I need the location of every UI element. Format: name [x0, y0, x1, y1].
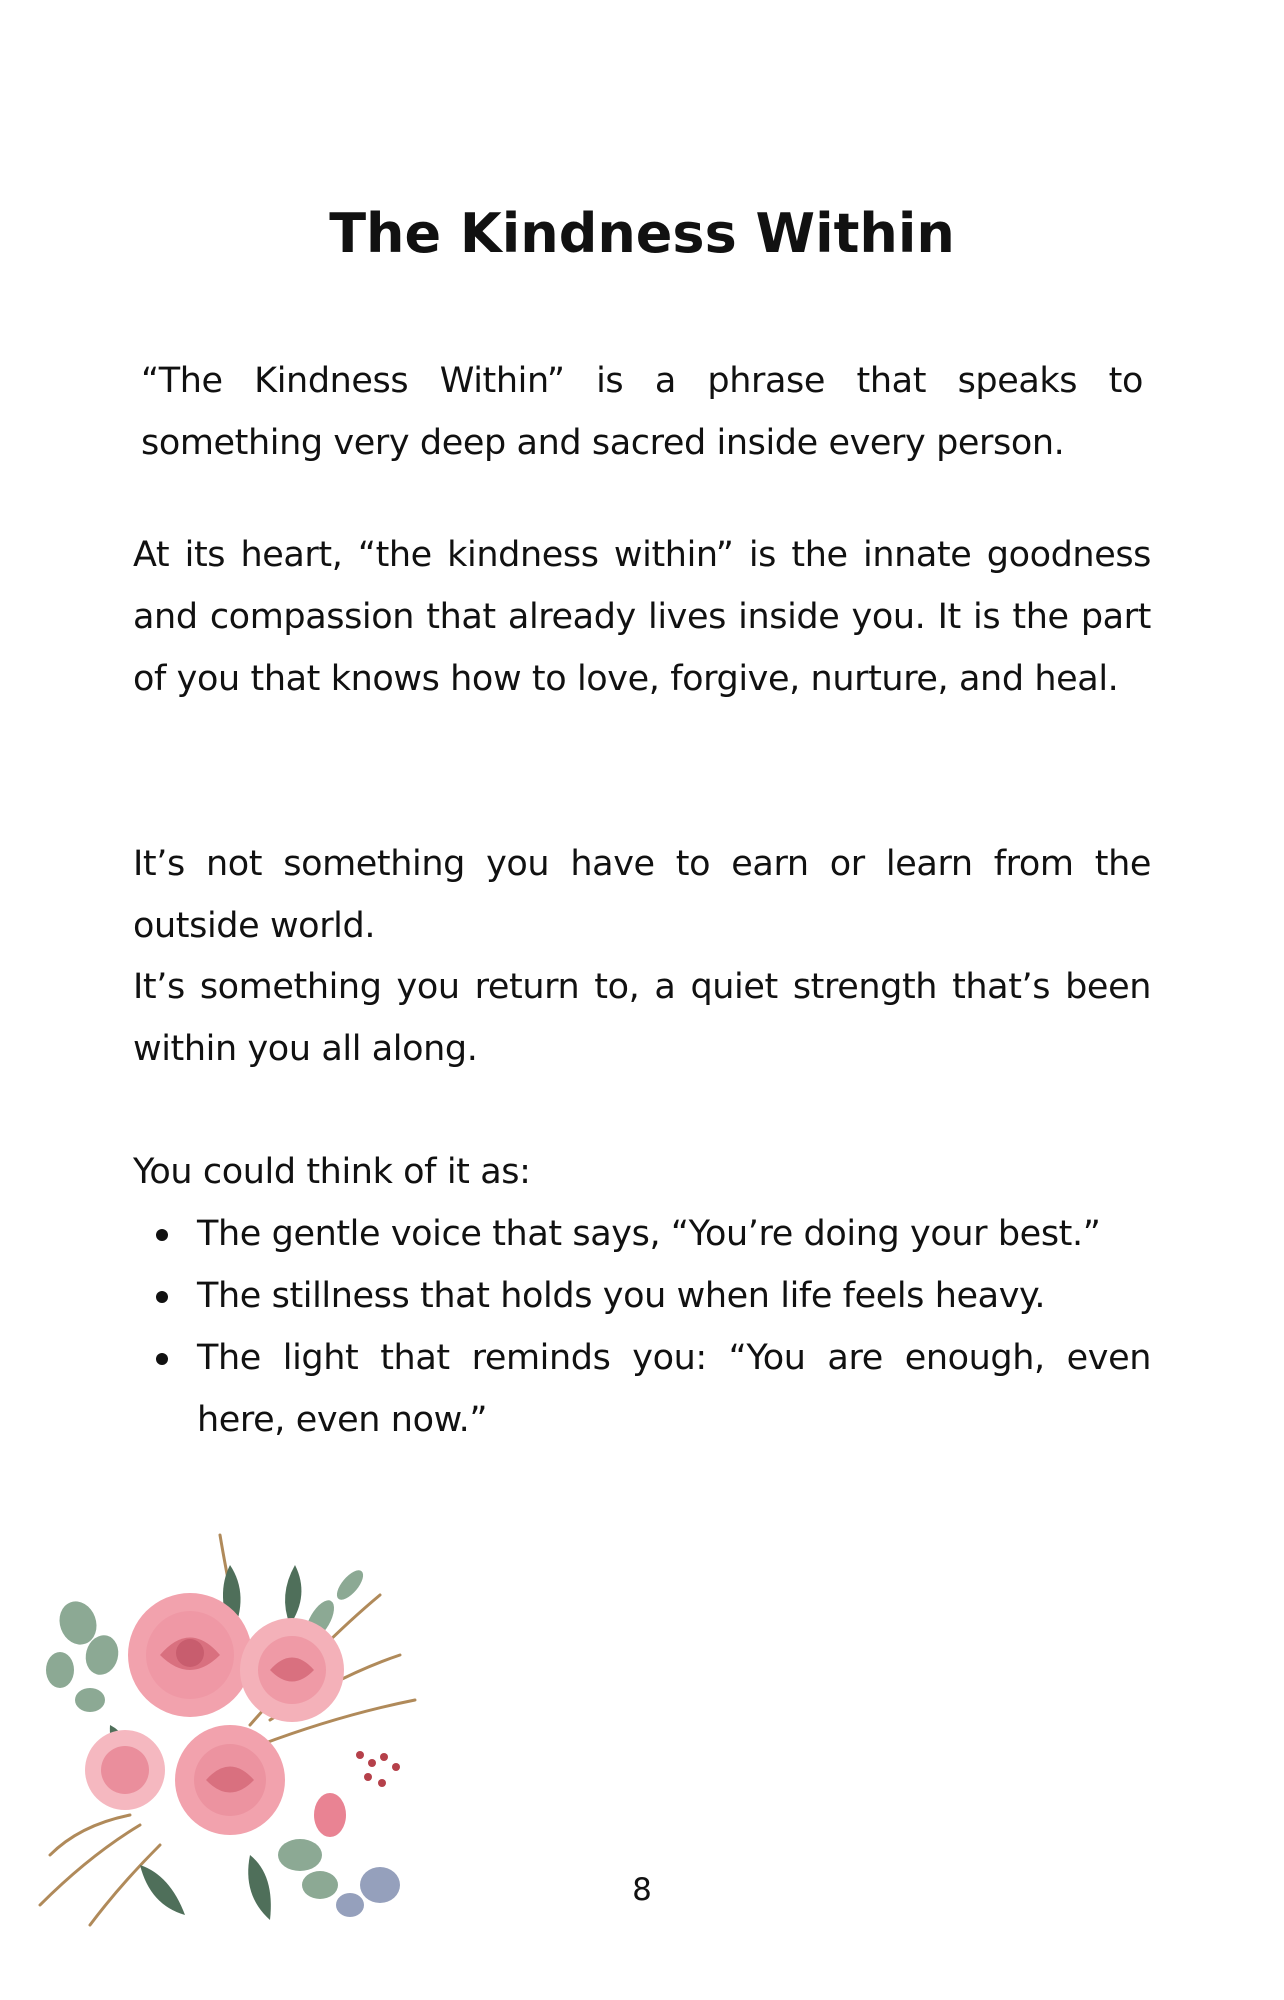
paragraph-not-earned: It’s not something you have to earn or learn from the outside world. — [133, 844, 1151, 946]
paragraph-return: It’s something you return to, a quiet strength that’s been within you all along. — [133, 967, 1151, 1069]
bullet-icon — [156, 1353, 168, 1365]
paragraph-heart: At its heart, “the kindness within” is the innate goodness and compassion that already lives inside you. It is the part of you that knows how to love, forgive, nurture, and heal. — [133, 535, 1151, 699]
list-item — [133, 1203, 1151, 1265]
page-number: 8 — [632, 1872, 652, 1908]
bullet-icon — [156, 1229, 168, 1241]
bullet-list — [133, 1203, 1151, 1451]
bullet-icon — [156, 1291, 168, 1303]
list-intro: You could think of it as: — [133, 1152, 531, 1192]
page-title: The Kindness Within — [329, 202, 955, 265]
list-item — [133, 1327, 1151, 1451]
list-item-text: The stillness that holds you when life feels heavy. — [197, 1276, 1046, 1316]
list-item — [133, 1265, 1151, 1327]
list-item-text: The gentle voice that says, “You’re doing your best.” — [197, 1214, 1101, 1254]
paragraph-definition: “The Kindness Within” is a phrase that speaks to something very deep and sacred inside every person. — [141, 361, 1143, 463]
list-item-text: The light that reminds you: “You are enough, even here, even now.” — [197, 1338, 1151, 1440]
